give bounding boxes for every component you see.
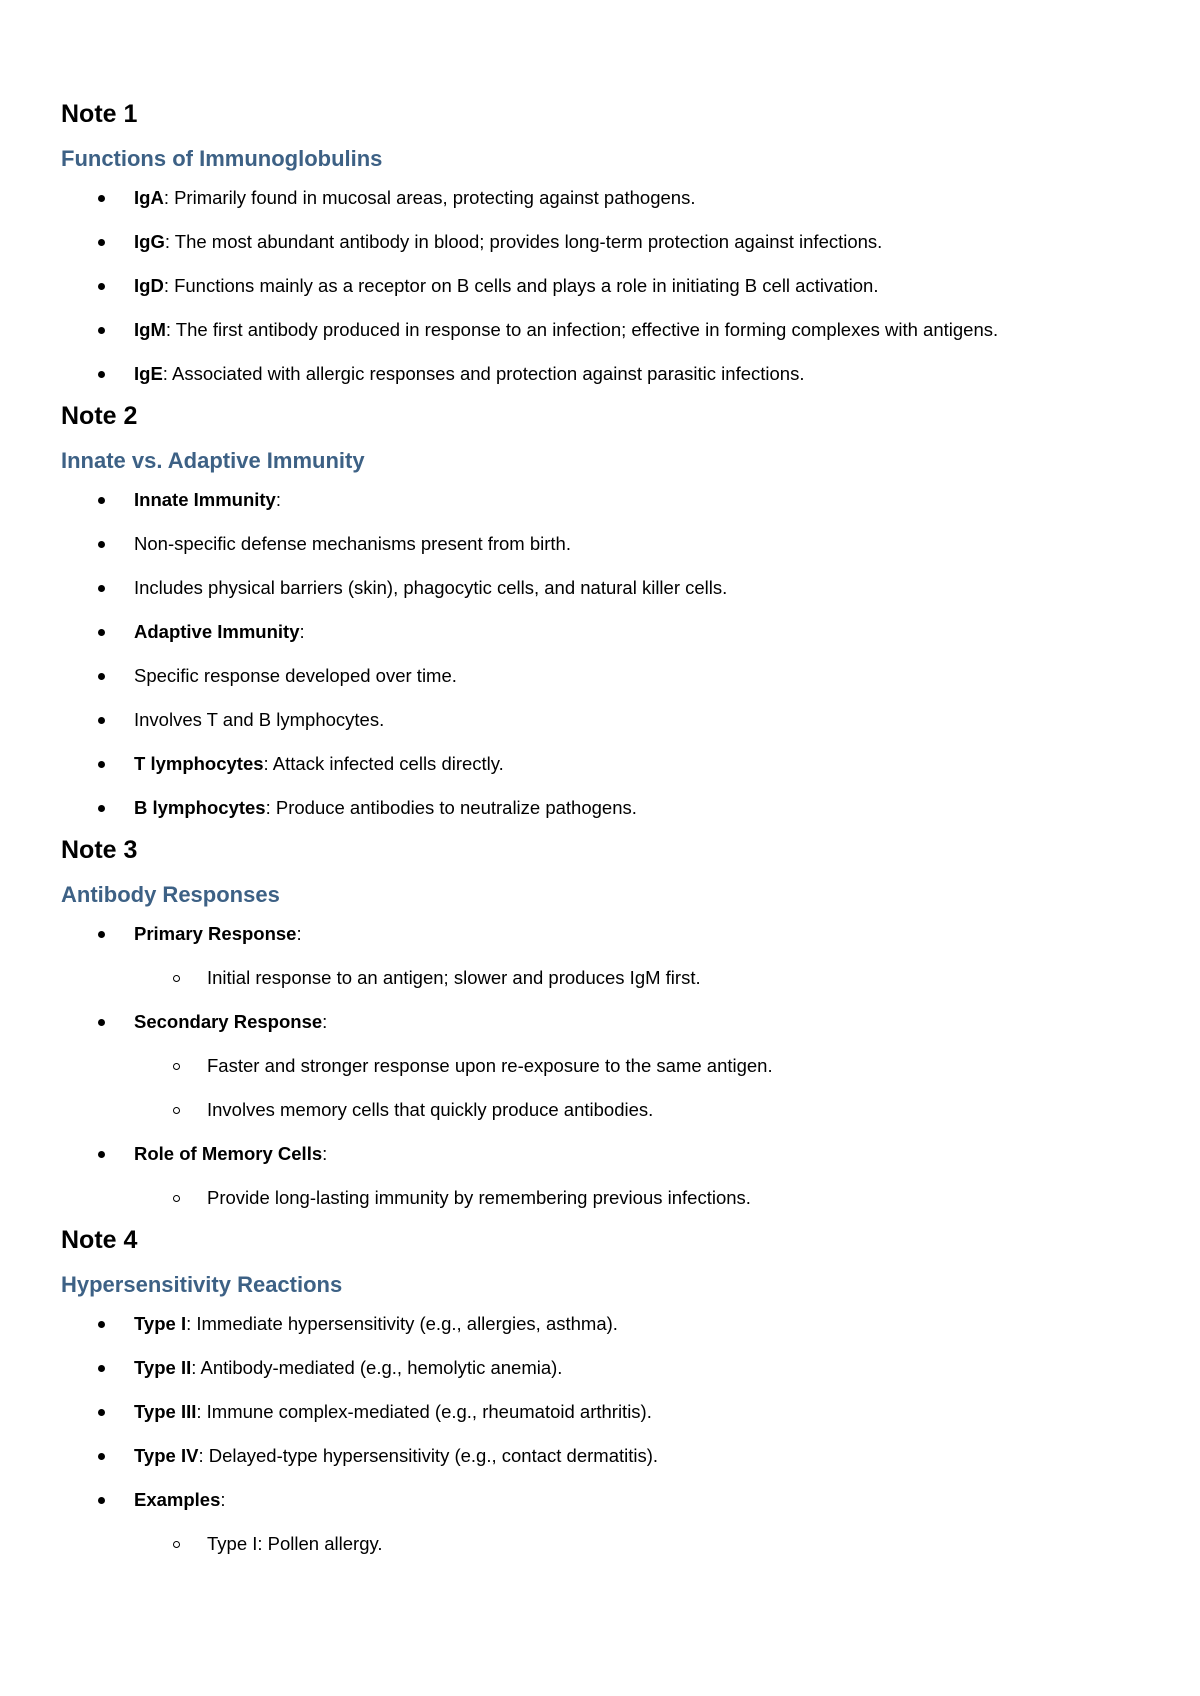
item-text: : Attack infected cells directly. [263,753,504,774]
note-subtitle: Innate vs. Adaptive Immunity [61,448,365,473]
bullet-icon [98,195,105,202]
item-text: Involves T and B lymphocytes. [134,709,385,730]
item-text: : The first antibody produced in response to an infection; effective in forming complexes with antigens. [165,319,999,340]
list-item [61,363,1200,385]
note-section [61,402,1200,819]
item-term: IgD [134,275,164,296]
note-title: Note 3 [61,836,138,864]
item-term: Type IV [134,1445,199,1466]
list-item [61,797,1200,819]
note-title: Note 2 [61,402,138,430]
bullet-icon [98,1497,105,1504]
bullet-icon [98,1019,105,1026]
item-term: B lymphocytes [134,797,266,818]
item-text: : Produce antibodies to neutralize pathogens. [265,797,637,818]
bullet-icon [98,1321,105,1328]
bullet-icon [98,761,105,768]
bullet-icon [98,585,105,592]
item-text: : Associated with allergic responses and protection against parasitic infections. [162,363,805,384]
item-term: Type II [134,1357,192,1378]
bullet-icon [98,673,105,680]
item-text: Specific response developed over time. [134,665,457,686]
sub-item-text: Provide long-lasting immunity by remembering previous infections. [207,1187,751,1208]
bullet-icon [98,931,105,938]
sub-item-text: Initial response to an antigen; slower and produces IgM first. [207,967,701,988]
hollow-bullet-icon [173,1195,180,1202]
bullet-icon [98,371,105,378]
list-item [61,1313,1200,1335]
sub-list-item [61,1533,1200,1555]
item-term: Role of Memory Cells [134,1143,323,1164]
list-item [61,753,1200,775]
item-text: : Delayed-type hypersensitivity (e.g., contact dermatitis). [198,1445,659,1466]
list-item [61,665,1200,687]
bullet-list [61,923,1200,1209]
hollow-bullet-icon [173,1107,180,1114]
item-term: IgG [134,231,165,252]
bullet-icon [98,541,105,548]
list-item [61,231,1200,253]
list-item [61,1143,1200,1165]
hollow-bullet-icon [173,1541,180,1548]
item-text: Includes physical barriers (skin), phagocytic cells, and natural killer cells. [134,577,728,598]
note-subtitle: Antibody Responses [61,882,280,907]
bullet-icon [98,629,105,636]
item-text: Non-specific defense mechanisms present from birth. [134,533,571,554]
note-section [61,100,1200,385]
bullet-icon [98,283,105,290]
item-term: IgA [134,187,164,208]
item-term: Secondary Response [134,1011,323,1032]
item-text: : [220,1489,226,1510]
list-item [61,709,1200,731]
item-term: Type I [134,1313,187,1334]
list-item [61,1357,1200,1379]
item-term: Adaptive Immunity [134,621,300,642]
list-item [61,1489,1200,1511]
bullet-icon [98,239,105,246]
bullet-icon [98,1409,105,1416]
list-item [61,319,1200,341]
sub-list-item [61,1055,1200,1077]
list-item [61,577,1200,599]
note-subtitle: Hypersensitivity Reactions [61,1272,343,1297]
item-term: Innate Immunity [134,489,276,510]
item-term: IgE [134,363,163,384]
list-item [61,1401,1200,1423]
note-title: Note 4 [61,1226,138,1254]
item-text: : Primarily found in mucosal areas, protecting against pathogens. [163,187,696,208]
bullet-icon [98,1453,105,1460]
item-term: Primary Response [134,923,297,944]
item-text: : Immune complex-mediated (e.g., rheumatoid arthritis). [196,1401,652,1422]
item-text: : [296,923,302,944]
bullet-icon [98,717,105,724]
hollow-bullet-icon [173,1063,180,1070]
list-item [61,187,1200,209]
sub-list-item [61,967,1200,989]
item-text: : [275,489,281,510]
list-item [61,533,1200,555]
list-item [61,923,1200,945]
note-section [61,836,1200,1209]
list-item [61,1011,1200,1033]
list-item [61,489,1200,511]
bullet-list [61,187,1200,385]
list-item [61,1445,1200,1467]
bullet-icon [98,327,105,334]
note-section [61,1226,1200,1555]
item-term: IgM [134,319,166,340]
list-item [61,621,1200,643]
list-item [61,275,1200,297]
item-text: : Antibody-mediated (e.g., hemolytic anemia). [191,1357,563,1378]
note-title: Note 1 [61,100,138,128]
item-term: T lymphocytes [134,753,264,774]
item-term: Type III [134,1401,197,1422]
sub-list-item [61,1099,1200,1121]
bullet-list [61,489,1200,819]
sub-list-item [61,1187,1200,1209]
bullet-list [61,1313,1200,1555]
item-text: : Immediate hypersensitivity (e.g., allergies, asthma). [186,1313,618,1334]
sub-item-text: Faster and stronger response upon re-exposure to the same antigen. [207,1055,773,1076]
item-text: : [322,1143,328,1164]
bullet-icon [98,497,105,504]
bullet-icon [98,805,105,812]
bullet-icon [98,1151,105,1158]
sub-item-text: Type I: Pollen allergy. [207,1533,383,1554]
sub-item-text: Involves memory cells that quickly produce antibodies. [207,1099,654,1120]
item-text: : [322,1011,328,1032]
hollow-bullet-icon [173,975,180,982]
item-text: : [299,621,305,642]
bullet-icon [98,1365,105,1372]
note-subtitle: Functions of Immunoglobulins [61,146,383,171]
item-term: Examples [134,1489,221,1510]
item-text: : The most abundant antibody in blood; provides long-term protection against infections. [164,231,883,252]
item-text: : Functions mainly as a receptor on B cells and plays a role in initiating B cell activation. [163,275,879,296]
